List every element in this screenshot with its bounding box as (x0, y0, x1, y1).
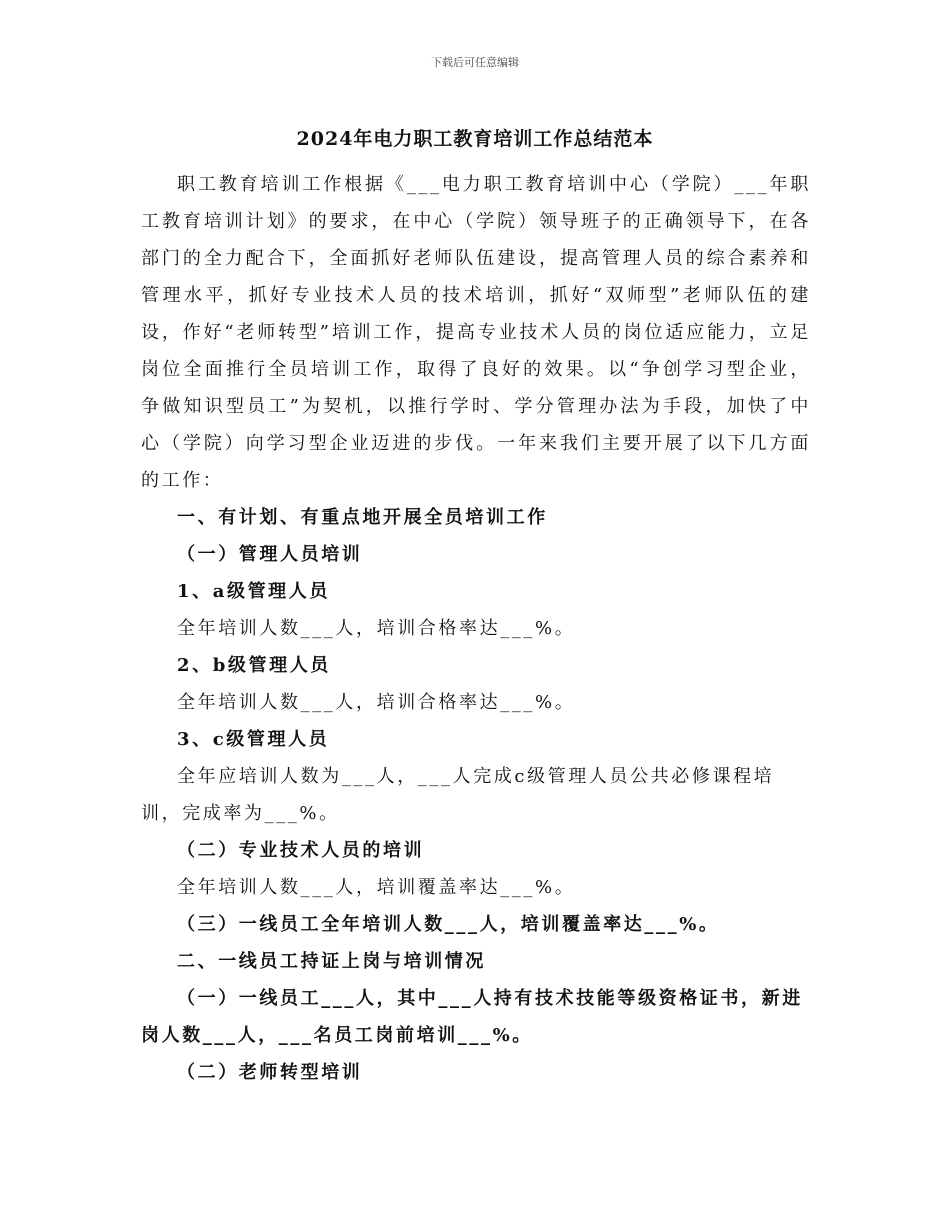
page-header-note: 下载后可任意编辑 (431, 56, 519, 69)
section-2-subsection-2-heading: （二）老师转型培训 (177, 1062, 363, 1083)
subsection-1-heading: （一）管理人员培训 (177, 544, 363, 565)
section-2-paragraph: （一）一线员工___人，其中___人持有技术技能等级资格证书，新进岗人数___人，___名员工岗前培训___%。 (141, 988, 803, 1046)
item-a-heading: 1、a级管理人员 (177, 581, 330, 602)
item-a-text: 全年培训人数___人，培训合格率达___%。 (177, 618, 576, 639)
subsection-2-text: 全年培训人数___人，培训覆盖率达___%。 (177, 877, 576, 898)
subsection-2-heading: （二）专业技术人员的培训 (177, 840, 425, 861)
item-b-heading: 2、b级管理人员 (177, 655, 331, 676)
document-body (141, 166, 811, 1091)
item-c-heading: 3、c级管理人员 (177, 729, 330, 750)
intro-paragraph: 职工教育培训工作根据《___电力职工教育培训中心（学院）___年职工教育培训计划》的要求，在中心（学院）领导班子的正确领导下，在各部门的全力配合下，全面抓好老师队伍建设，提高管理人员的综合素养和管理水平，抓好专业技术人员的技术培训，抓好“双师型”老师队伍的建设，作好“老师转型”培训工作，提高专业技术人员的岗位适应能力，立足岗位全面推行全员培训工作，取得了良好的效果。以“争创学习型企业，争做知识型员工”为契机，以推行学时、学分管理办法为手段，加快了中心（学院）向学习型企业迈进的步伐。一年来我们主要开展了以下几方面的工作： (141, 174, 811, 491)
item-c-text: 全年应培训人数为___人，___人完成c级管理人员公共必修课程培训，完成率为___%。 (141, 766, 775, 824)
subsection-3-heading: （三）一线员工全年培训人数___人，培训覆盖率达___%。 (177, 914, 720, 935)
item-b-text: 全年培训人数___人，培训合格率达___%。 (177, 692, 576, 713)
section-2-heading: 二、一线员工持证上岗与培训情况 (177, 951, 486, 972)
document-title: 2024年电力职工教育培训工作总结范本 (296, 128, 654, 150)
section-1-heading: 一、有计划、有重点地开展全员培训工作 (177, 507, 548, 528)
